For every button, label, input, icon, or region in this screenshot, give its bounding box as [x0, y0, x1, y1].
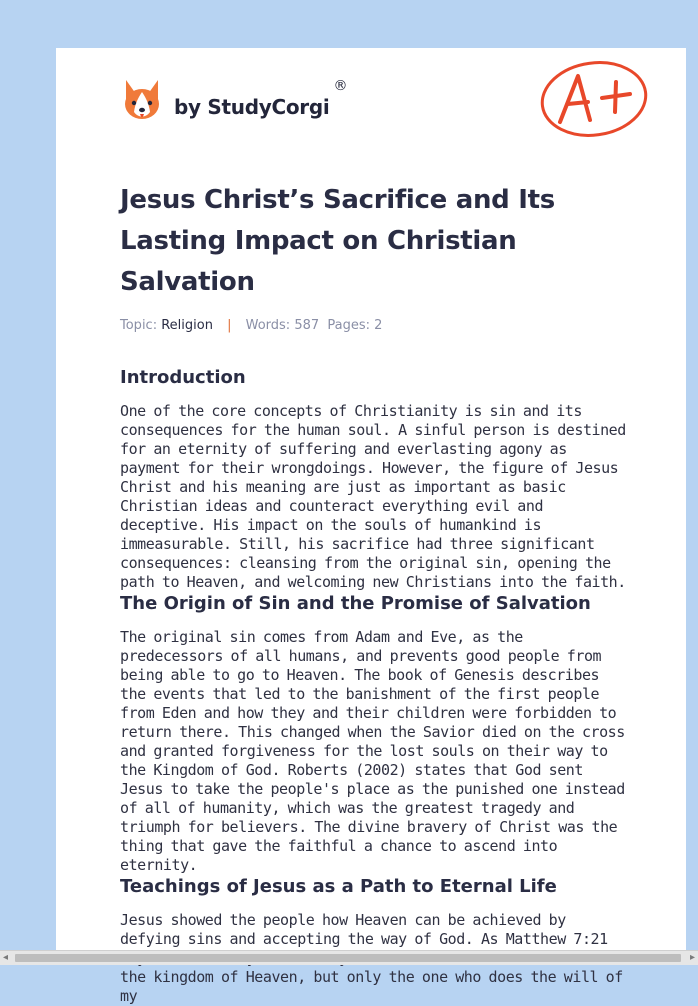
- essay-page: [56, 48, 686, 1005]
- section-paragraph: Jesus showed the people how Heaven can be achieved by defying sins and accepting the way of God. As Matthew 7:21 the kingdom of Heaven, but only the one who does the will of my: [120, 911, 623, 1005]
- essay-title: Jesus Christ’s Sacrifice and Its Lasting Impact on Christian Salvation: [120, 185, 555, 297]
- corgi-icon: [122, 78, 162, 122]
- registered-mark: ®: [333, 78, 348, 94]
- essay-meta: [120, 317, 630, 335]
- section-paragraph: One of the core concepts of Christianity is sin and its consequences for the human soul. A sinful person is destined for an eternity of suffering and everlasting agony as payment for their wrongdoings. However, the figure of Jesus Christ and his meaning are just as important as basic Christian ideas and counteract everything evil and deceptive. His impact on the souls of humankind is immeasurable. Still, his sacrifice had three significant consequences: cleansing from the original sin, opening the path to Heaven, and welcoming new Christians into the faith.: [120, 402, 626, 591]
- essay-content: [120, 180, 630, 1006]
- brand-name: by StudyCorgi: [174, 95, 330, 119]
- topic-label: Topic:: [120, 318, 158, 333]
- meta-separator: |: [227, 318, 232, 333]
- horizontal-scrollbar[interactable]: [0, 950, 698, 965]
- scroll-right-icon[interactable]: ▸: [689, 952, 695, 963]
- scrollbar-thumb[interactable]: [15, 954, 681, 962]
- section-heading: Introduction: [120, 367, 246, 388]
- section-paragraph: The original sin comes from Adam and Eve, as the predecessors of all humans, and prevents good people from being able to go to Heaven. The book of Genesis describes the events that led to the banishment of the first people from Eden and how they and their children were forbidden to return there. This changed when the Savior died on the cross and granted forgiveness for the lost souls on their way to the Kingdom of God. Roberts (2002) states that God sent Jesus to take the people's place as the punished one instead of all of humanity, which was the greatest tragedy and triumph for believers. The divine bravery of Christ was the thing that gave the faithful a chance to ascend into eternity.: [120, 628, 625, 874]
- topic-link[interactable]: Religion: [161, 318, 213, 333]
- scroll-left-icon[interactable]: ◂: [3, 952, 9, 963]
- section-heading: The Origin of Sin and the Promise of Salvation: [120, 593, 591, 614]
- studycorgi-logo[interactable]: [122, 76, 347, 124]
- page-count: Pages: 2: [327, 318, 383, 333]
- a-plus-grade-badge: [538, 58, 650, 140]
- word-count: Words: 587: [245, 318, 320, 333]
- section-heading: Teachings of Jesus as a Path to Eternal Life: [120, 876, 557, 897]
